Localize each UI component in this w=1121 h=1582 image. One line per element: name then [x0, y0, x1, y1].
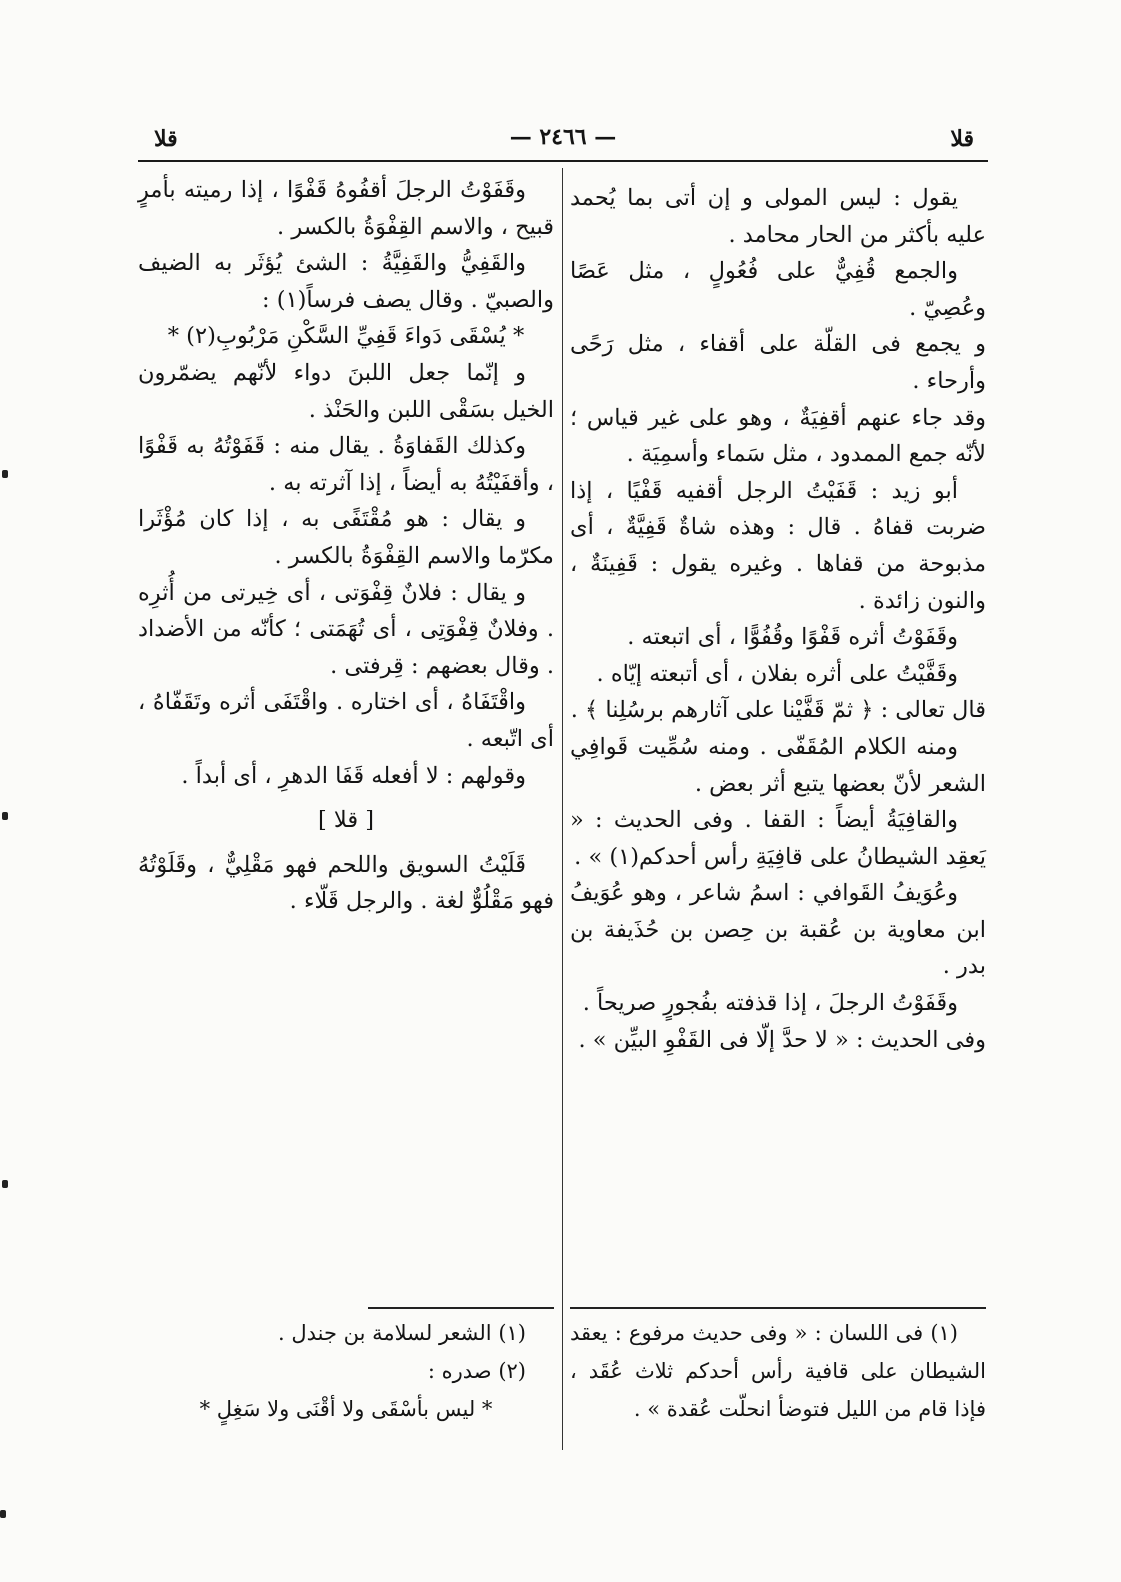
- footnote-rule: [570, 1307, 986, 1309]
- paragraph: و إنّما جعل اللبنَ دواء لأنّهم يضمّرون الخيل بسَقْى اللبن والحَنْذ .: [138, 359, 554, 423]
- paragraph: وقد جاء عنهم أقفِيَةٌ ، وهو على غير قياس ؛ لأنّه جمع الممدود ، مثل سَماء وأسمِيَة .: [570, 404, 986, 468]
- paragraph: أبو زيد : قَفَيْتُ الرجل أقفيه قَفْيًا ، إذا ضربت قفاهُ . قال : وهذه شاةٌ قَفِيَّةٌ ، أى مذبوحة من قفاها . وغيره يقول : قَفِينَةٌ ، والنون زائدة .: [570, 477, 986, 614]
- paragraph: وقَفَوْتُ أثره قَفْوًا وقُفُوًّا ، أى اتبعته .: [627, 624, 958, 651]
- page-header: [138, 120, 988, 162]
- paragraph: ومنه الكلام المُقَفّى . ومنه سُمِّيت قَوافِي الشعر لأنّ بعضها يتبع أثر بعض .: [570, 733, 986, 797]
- header-root-word-left: قلا: [154, 126, 178, 152]
- paragraph: و يقال : هو مُقْتَفًى به ، إذا كان مُؤْثَرا مكرّما والاسم القِفْوَةُ بالكسر .: [138, 506, 554, 569]
- footnote-rule: [368, 1307, 554, 1309]
- footnotes-right: [570, 1314, 986, 1428]
- paragraph: وفى الحديث : « لا حدَّ إلّا فى القَفْوِ البيِّن » .: [578, 1026, 986, 1053]
- paragraph: والجمع قُفِيٌّ على فُعُولٍ ، مثل عَصًا وعُصِيّ .: [570, 258, 986, 321]
- paragraph: و يجمع فى القلّة على أقفاء ، مثل رَحًى وأرحاء .: [570, 331, 986, 394]
- paragraph: والقافِيَةُ أيضاً : القفا . وفى الحديث : « يَعقِد الشيطانُ على قافِيَةِ رأس أحدكم(١) » .: [570, 807, 986, 870]
- paragraph: وقَفَّيْتُ على أثره بفلان ، أى أتبعته إيّاه .: [596, 660, 958, 687]
- paragraph: قال تعالى : ﴿ ثمّ قَفَّيْنا على آثارهم برسُلِنا ﴾ .: [570, 697, 986, 724]
- footnote: (١) الشعر لسلامة بن جندل .: [277, 1321, 526, 1345]
- scan-mark: [0, 1510, 6, 1518]
- footnotes-left: [138, 1314, 554, 1428]
- verse-line: * يُسْقَى دَواءَ قَفِيِّ السَّكْنِ مَرْبُوبِ(٢) *: [167, 323, 525, 350]
- column-divider: [562, 168, 563, 1450]
- header-root-word-right: قلا: [950, 126, 974, 152]
- right-column: [570, 180, 986, 1058]
- paragraph: وقَفَوْتُ الرجلَ ، إذا قذفته بفُجورٍ صريحاً .: [582, 990, 958, 1017]
- paragraph: وقولهم : لا أفعله قَفَا الدهرِ ، أى أبداً .: [181, 762, 526, 789]
- paragraph: و يقال : فلانٌ قِفْوَتى ، أى خِيرتى من أُثرِه . وفلانٌ قِفْوَتِى ، أى تُهَمَتى ؛ كأنّه من الأضداد . وقال بعضهم : قِرفتى .: [138, 579, 554, 679]
- paragraph: وكذلك القَفاوَةُ . يقال منه : قَفَوْتُهُ به قَفْوًا ، وأقفَيْتُهُ به أيضاً ، إذا آثرته به .: [138, 433, 554, 496]
- footnote-verse: * ليس بأسْقَى ولا أقْنَى ولا سَغِلٍ *: [199, 1397, 493, 1421]
- scan-mark: [2, 1180, 8, 1188]
- scan-mark: [2, 812, 8, 820]
- paragraph: يقول : ليس المولى و إن أتى بما يُحمد عليه بأكثر من الحار محامد .: [570, 185, 986, 248]
- paragraph: وعُوَيفُ القَوافي : اسمُ شاعر ، وهو عُوَيفُ ابن معاوية بن عُقبة بن حِصن بن حُذَيفة بن بدر .: [570, 880, 986, 980]
- paragraph: والقَفِيُّ والقَفِيَّةُ : الشئ يُؤثَر به الضيف والصبيّ . وقال يصف فرساً(١) :: [138, 250, 554, 313]
- paragraph: وقَفَوْتُ الرجلَ أقفُوهُ قَفْوًا ، إذا رميته بأمرٍ قبيح ، والاسم القِفْوَةُ بالكسر .: [138, 177, 554, 240]
- left-column: [138, 172, 554, 920]
- page-number: — ٢٤٦٦ —: [509, 124, 617, 150]
- scan-mark: [2, 470, 8, 478]
- footnote: (١) فى اللسان : « وفى حديث مرفوع : يعقد الشيطان على قافية رأس أحدكم ثلاث عُقَد ، فإذا قام من الليل فتوضأ انحلّت عُقدة » .: [570, 1321, 986, 1421]
- paragraph: قَلَيْتُ السويق واللحم فهو مَقْلِيٌّ ، وقَلَوْتُهُ فهو مَقْلُوٌّ لغة . والرجل قَلّاء .: [138, 851, 554, 915]
- paragraph: واقْتَفَاهُ ، أى اختاره . واقْتَفَى أثره وتَقَفّاهُ ، أى اتّبعه .: [138, 689, 554, 752]
- footnote: (٢) صدره :: [427, 1359, 526, 1383]
- section-heading: [ قلا ]: [317, 807, 375, 834]
